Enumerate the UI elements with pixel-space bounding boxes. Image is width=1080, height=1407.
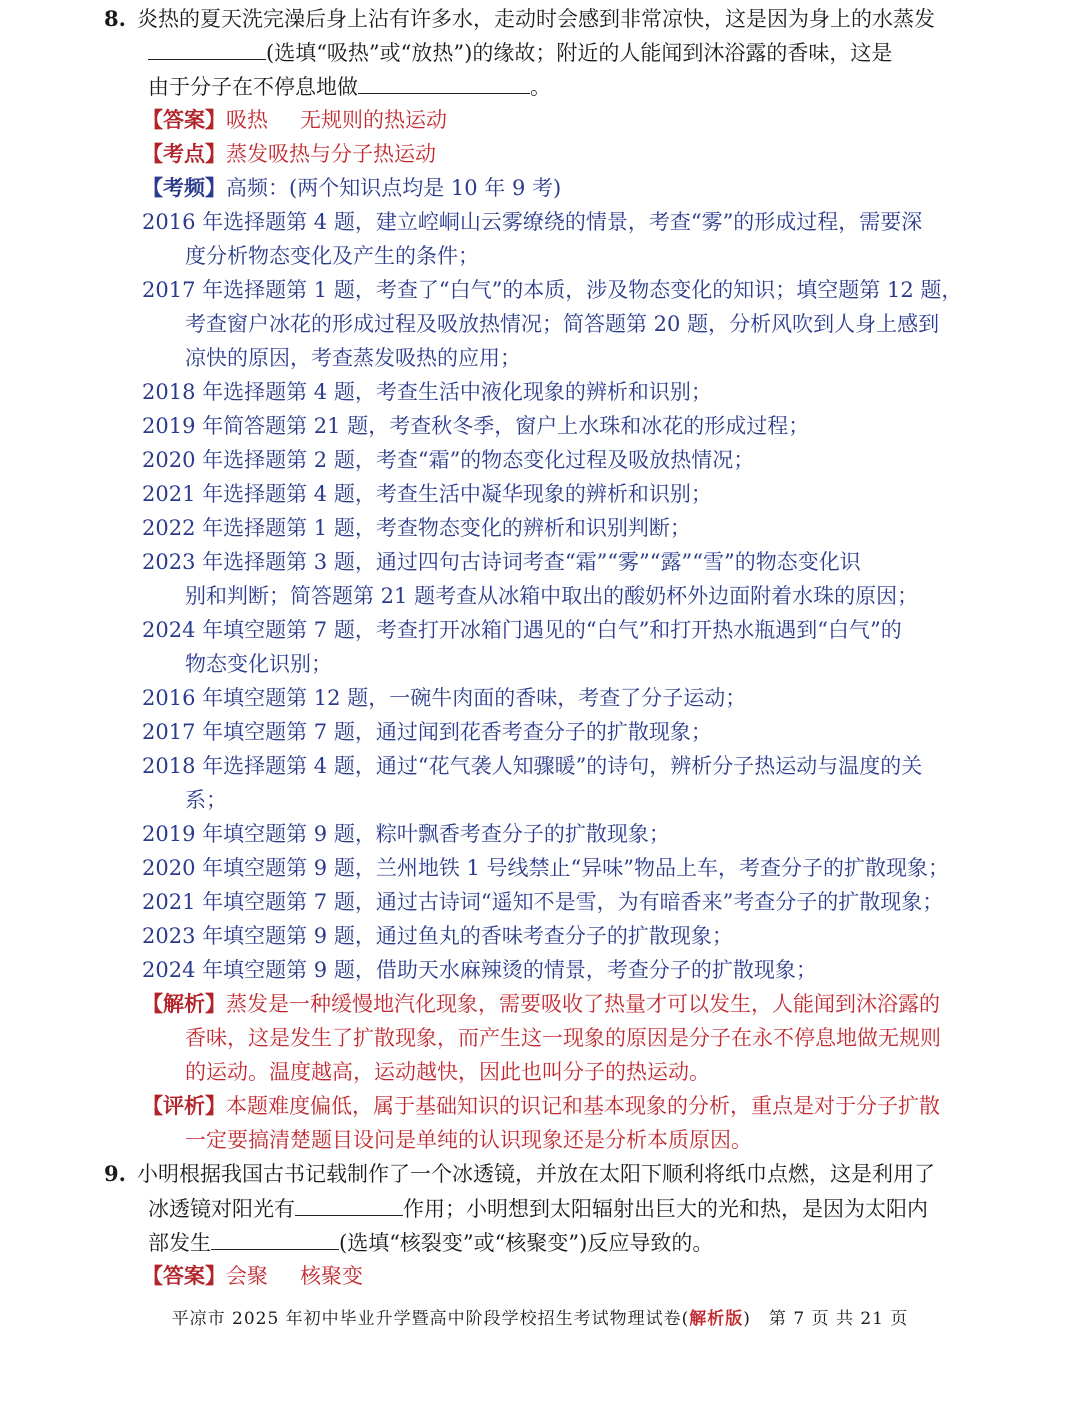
frequency-item: 2019 年简答题第 21 题，考查秋冬季，窗户上水珠和冰花的形成过程；: [142, 414, 810, 438]
answer-blank-1: [148, 37, 266, 60]
answer-tag: 【答案】: [142, 1263, 226, 1288]
page-footer: [0, 1306, 1080, 1332]
comment-line: 本题难度偏低，属于基础知识的识记和基本现象的分析，重点是对于分子扩散: [226, 1094, 940, 1118]
question-9-line-3: [148, 1227, 713, 1258]
frequency-item: 2023 年选择题第 3 题，通过四句古诗词考查“霜”“雾”“露”“雪”的物态变化识: [142, 550, 861, 574]
footer-edition: 解析版: [689, 1309, 744, 1329]
frequency-item: 2020 年填空题第 9 题，兰州地铁 1 号线禁止“异味”物品上车，考查分子的扩散现象；: [142, 856, 950, 880]
answer-1: 吸热: [226, 108, 268, 132]
frequency-item: 系；: [185, 788, 227, 812]
frequency-item: 物态变化识别；: [185, 652, 332, 676]
question-8-line-3-text: 由于分子在不停息地做: [148, 75, 358, 99]
answer-blank-2: [358, 71, 530, 94]
frequency-item: 考查窗户冰花的形成过程及吸放热情况；简答题第 20 题，分析风吹到人身上感到: [185, 312, 940, 336]
question-8-number: 8.: [104, 6, 126, 31]
frequency-item: 2021 年填空题第 7 题，通过古诗词“遥知不是雪，为有暗香来”考查分子的扩散现象；: [142, 890, 944, 914]
answer-1: 会聚: [226, 1264, 268, 1288]
question-8-line-2-text: (选填“吸热”或“放热”)的缘故；附近的人能闻到沐浴露的香味，这是: [266, 41, 893, 65]
point-text: 蒸发吸热与分子热运动: [226, 142, 436, 166]
question-8-line-1: 炎热的夏天洗完澡后身上沾有许多水，走动时会感到非常凉快，这是因为身上的水蒸发: [137, 7, 935, 31]
frequency-text: 高频：(两个知识点均是 10 年 9 考): [226, 176, 562, 200]
analysis-tag: 【解析】: [142, 991, 226, 1016]
frequency-item: 凉快的原因，考查蒸发吸热的应用；: [185, 346, 521, 370]
answer-2: 核聚变: [300, 1264, 363, 1288]
answer-blank-3: [295, 1193, 403, 1216]
answer-tag: 【答案】: [142, 107, 226, 132]
frequency-item: 2024 年填空题第 7 题，考查打开冰箱门遇见的“白气”和打开热水瓶遇到“白气”的: [142, 618, 902, 642]
frequency-item: 2022 年选择题第 1 题，考查物态变化的辨析和识别判断；: [142, 516, 691, 540]
question-9-line-2: [148, 1193, 928, 1224]
answer-2: 无规则的热运动: [300, 108, 447, 132]
question-9-line-2-text: 冰透镜对阳光有: [148, 1197, 295, 1221]
frequency-item: 2017 年选择题第 1 题，考查了“白气”的本质，涉及物态变化的知识；填空题第 12 题，: [142, 278, 963, 302]
frequency-item: 2016 年选择题第 4 题，建立崆峒山云雾缭绕的情景，考查“雾”的形成过程，需要深: [142, 210, 923, 234]
answer-blank-4: [211, 1227, 339, 1250]
frequency-item: 2018 年选择题第 4 题，考查生活中液化现象的辨析和识别；: [142, 380, 712, 404]
frequency-item: 2023 年填空题第 9 题，通过鱼丸的香味考查分子的扩散现象；: [142, 924, 733, 948]
frequency-item: 2018 年选择题第 4 题，通过“花气袭人知骤暖”的诗句，辨析分子热运动与温度的关: [142, 754, 923, 778]
frequency-item: 2020 年选择题第 2 题，考查“霜”的物态变化过程及吸放热情况；: [142, 448, 755, 472]
analysis-line: 蒸发是一种缓慢地汽化现象，需要吸收了热量才可以发生，人能闻到沐浴露的: [226, 992, 940, 1016]
frequency-item: 2024 年填空题第 9 题，借助天水麻辣烫的情景，考查分子的扩散现象；: [142, 958, 817, 982]
question-8-frequency: [142, 173, 561, 203]
frequency-item: 别和判断；简答题第 21 题考查从冰箱中取出的酸奶杯外边面附着水珠的原因；: [185, 584, 919, 608]
comment-tag: 【评析】: [142, 1093, 226, 1118]
question-9-number: 9.: [104, 1161, 126, 1186]
question-8-line-2: [148, 37, 892, 68]
frequency-item: 2019 年填空题第 9 题，粽叶飘香考查分子的扩散现象；: [142, 822, 670, 846]
question-9-line-3-end: (选填“核裂变”或“核聚变”)反应导致的。: [339, 1231, 714, 1255]
question-8-line-3-end: 。: [530, 75, 551, 99]
question-8-point: [142, 139, 436, 169]
frequency-item: 2021 年选择题第 4 题，考查生活中凝华现象的辨析和识别；: [142, 482, 712, 506]
frequency-item: 度分析物态变化及产生的条件；: [185, 244, 479, 268]
frequency-item: 2016 年填空题第 12 题，一碗牛肉面的香味，考查了分子运动；: [142, 686, 747, 710]
question-8-comment: [142, 1091, 940, 1121]
question-8-analysis: [142, 989, 940, 1019]
frequency-tag: 【考频】: [142, 175, 226, 200]
frequency-item: 2017 年填空题第 7 题，通过闻到花香考查分子的扩散现象；: [142, 720, 712, 744]
question-9-answer: [142, 1261, 363, 1291]
analysis-line: 香味，这是发生了扩散现象，而产生这一现象的原因是分子在永不停息地做无规则: [185, 1026, 941, 1050]
footer-prefix: 平凉市 2025 年初中毕业升学暨高中阶段学校招生考试物理试卷(: [171, 1309, 690, 1329]
question-9-line-3-text: 部发生: [148, 1231, 211, 1255]
question-9-line-2-end: 作用；小明想到太阳辐射出巨大的光和热，是因为太阳内: [403, 1197, 928, 1221]
question-8-line-3: [148, 71, 551, 102]
question-9-line-1: 小明根据我国古书记载制作了一个冰透镜，并放在太阳下顺利将纸巾点燃，这是利用了: [137, 1162, 935, 1186]
point-tag: 【考点】: [142, 141, 226, 166]
question-8-answer: [142, 105, 447, 135]
analysis-line: 的运动。温度越高，运动越快，因此也叫分子的热运动。: [185, 1060, 710, 1084]
footer-suffix: ) 第 7 页 共 21 页: [743, 1309, 909, 1329]
comment-line: 一定要搞清楚题目设问是单纯的认识现象还是分析本质原因。: [185, 1128, 752, 1152]
